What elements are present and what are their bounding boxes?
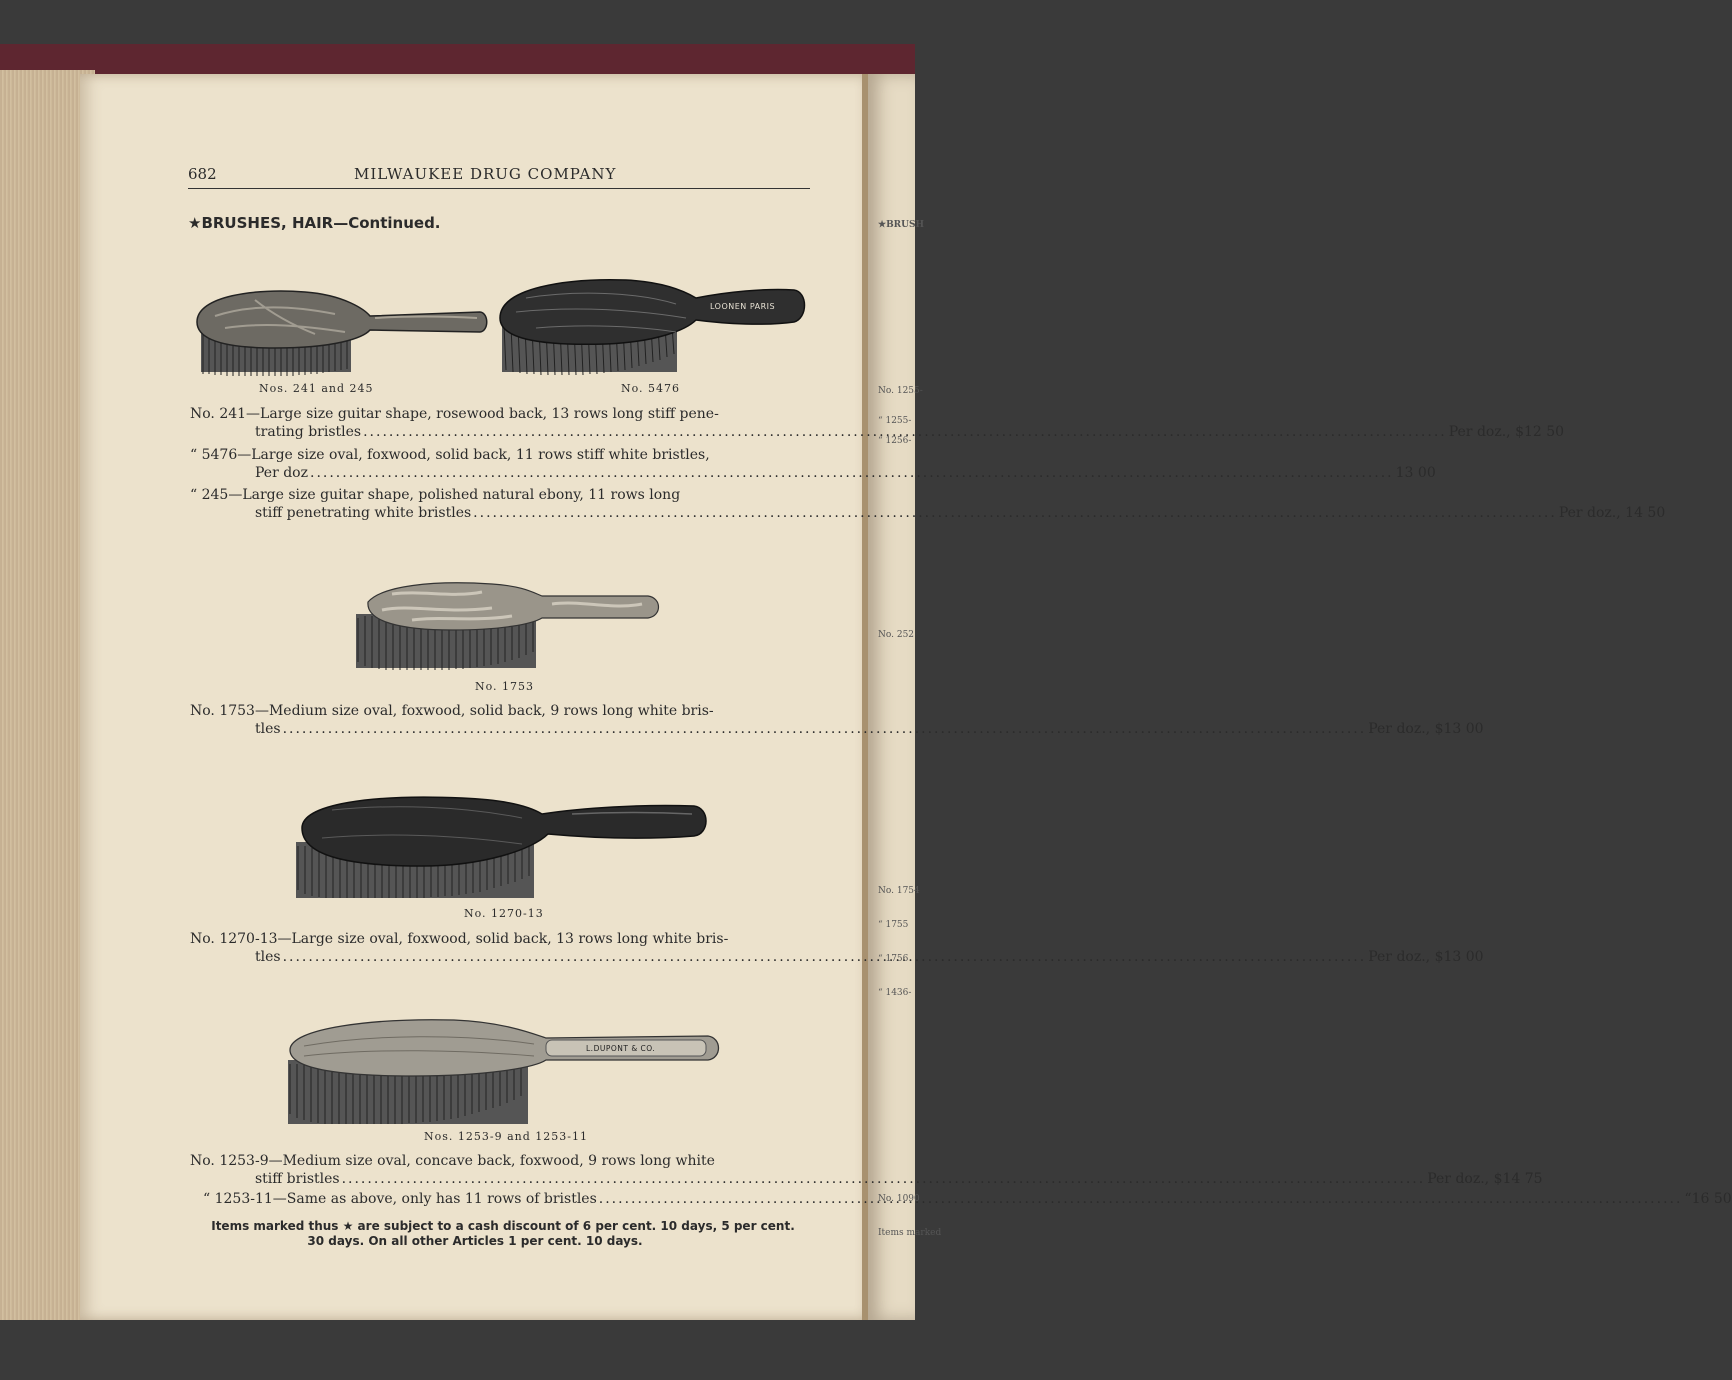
entry-1253-11-unit: “: [1684, 1191, 1692, 1207]
book-cover-edge: [0, 44, 915, 74]
entry-245-line1: “ 245—Large size guitar shape, polished natural ebony, 11 rows long: [190, 487, 681, 503]
brush-illustration-241: [195, 286, 490, 378]
next-page-fragment: “ 1436-: [878, 988, 912, 998]
brush-illustration-1753: [352, 580, 664, 672]
running-head: MILWAUKEE DRUG COMPANY: [354, 165, 617, 183]
entry-1270-price: $13 00: [1434, 949, 1484, 965]
entry-245-price: 14 50: [1625, 505, 1666, 521]
entry-1753-price: $13 00: [1434, 721, 1484, 737]
entry-1270-unit: Per doz.,: [1368, 949, 1431, 965]
entry-5476-text: Per doz: [255, 465, 308, 481]
entry-245-text: stiff penetrating white bristles: [255, 505, 472, 521]
caption-1270-13: No. 1270-13: [464, 907, 544, 920]
entry-1253-11-price: 16 50: [1691, 1191, 1732, 1207]
entry-1270-line1: No. 1270-13—Large size oval, foxwood, solid back, 13 rows long white bris-: [190, 931, 729, 947]
entry-241-price: $12 50: [1515, 424, 1565, 440]
entry-245-unit: Per doz.,: [1558, 505, 1621, 521]
next-page-fragment: No. 252: [878, 630, 915, 640]
brand-mark-loonen: LOONEN PARIS: [710, 302, 776, 311]
leader-dots: [310, 465, 1394, 481]
next-page-fragment: Items marked: [878, 1228, 942, 1238]
brush-illustration-5476: [496, 278, 808, 378]
next-page-fragment: “ 1256-: [878, 436, 912, 446]
entry-1253-text: stiff bristles: [255, 1171, 340, 1187]
next-page-edge: [868, 74, 942, 1320]
caption-241-245: Nos. 241 and 245: [259, 382, 374, 395]
entry-241-line2: [255, 424, 1565, 440]
discount-note-line2: 30 days. On all other Articles 1 per cent. 10 days.: [307, 1234, 643, 1248]
entry-1753-line1: No. 1753—Medium size oval, foxwood, solid back, 9 rows long white bris-: [190, 703, 714, 719]
next-page-fragment: No. 1754: [878, 886, 920, 896]
leader-dots: [473, 505, 1557, 521]
entry-5476-line1: “ 5476—Large size oval, foxwood, solid back, 11 rows stiff white bristles,: [190, 447, 710, 463]
next-page-fragment: “ 1756: [878, 954, 909, 964]
header-rule: [188, 188, 810, 189]
entry-1253-price: $14 75: [1493, 1171, 1543, 1187]
entry-1270-text: tles: [255, 949, 281, 965]
section-title: ★BRUSHES, HAIR—Continued.: [188, 214, 441, 232]
leader-dots: [342, 1171, 1426, 1187]
entry-245-line2: [255, 505, 1666, 521]
entry-5476-price: 13 00: [1395, 465, 1436, 481]
entry-1753-text: tles: [255, 721, 281, 737]
leader-dots: [363, 424, 1447, 440]
entry-1253-line2: [255, 1171, 1543, 1187]
entry-241-line1: No. 241—Large size guitar shape, rosewood back, 13 rows long stiff pene-: [190, 406, 719, 422]
caption-1753: No. 1753: [475, 680, 535, 693]
brand-mark-dupont: L.DUPONT & CO.: [586, 1044, 656, 1053]
next-page-fragment: No. 1090: [878, 1194, 920, 1204]
entry-241-text: trating bristles: [255, 424, 362, 440]
entry-1253-unit: Per doz.,: [1427, 1171, 1490, 1187]
entry-241-unit: Per doz.,: [1448, 424, 1511, 440]
page-number: 682: [188, 165, 217, 183]
entry-5476-line2: [255, 465, 1436, 481]
next-page-fragment: “ 1255-: [878, 416, 912, 426]
next-page-fragment: No. 1255-: [878, 386, 923, 396]
discount-note-line1: Items marked thus ★ are subject to a cash discount of 6 per cent. 10 days, 5 per cent.: [211, 1219, 795, 1233]
brush-illustration-1253: [284, 1016, 726, 1128]
leader-dots: [283, 721, 1367, 737]
entry-1753-line2: [255, 721, 1484, 737]
caption-5476: No. 5476: [621, 382, 681, 395]
entry-1253-11-text: “ 1253-11—Same as above, only has 11 rows of bristles: [203, 1191, 597, 1207]
leader-dots: [283, 949, 1367, 965]
next-page-fragment: ★BRUSH: [878, 220, 925, 230]
entry-1753-unit: Per doz.,: [1368, 721, 1431, 737]
next-page-fragment: “ 1755: [878, 920, 909, 930]
brush-illustration-1270-13: [292, 794, 712, 902]
leader-dots: [599, 1191, 1683, 1207]
entry-1253-line1: No. 1253-9—Medium size oval, concave back, foxwood, 9 rows long white: [190, 1153, 715, 1169]
caption-1253: Nos. 1253-9 and 1253-11: [424, 1130, 588, 1143]
